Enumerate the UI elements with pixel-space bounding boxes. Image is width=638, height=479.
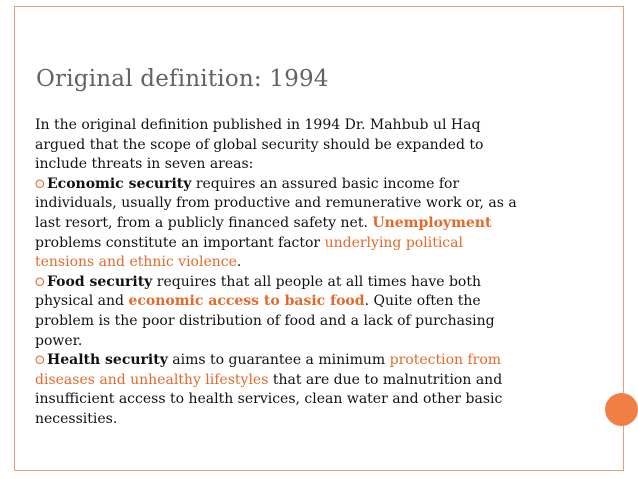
bullet-line xyxy=(35,234,595,254)
highlight-text: economic access to basic food xyxy=(128,293,365,310)
text-run: . Quite often the xyxy=(364,293,481,310)
bullet-line xyxy=(35,194,595,214)
bullet-icon: ⭘ xyxy=(35,274,45,289)
highlight-text: tensions and ethnic violence xyxy=(35,254,237,271)
highlight-text: Unemployment xyxy=(372,214,492,231)
slide-body xyxy=(35,116,595,430)
bullet-line xyxy=(35,253,595,273)
intro-line: include threats in seven areas: xyxy=(35,156,254,173)
slide-title: Original definition: 1994 xyxy=(36,66,329,92)
intro-line: argued that the scope of global security should be expanded to xyxy=(35,136,484,153)
text-run: insufficient access to health services, clean water and other basic xyxy=(35,391,503,408)
text-run: that are due to malnutrition and xyxy=(268,371,503,388)
text-run: last resort, from a publicly financed safety net. xyxy=(35,214,373,231)
highlight-text: protection from xyxy=(389,352,502,369)
bullet-heading: Health security xyxy=(47,352,168,369)
bullet-line xyxy=(35,175,595,195)
intro-line: In the original definition published in 1994 Dr. Mahbub ul Haq xyxy=(35,117,481,133)
decorative-circle xyxy=(605,393,638,426)
highlight-text: underlying political xyxy=(324,234,463,251)
bullet-heading: Economic security xyxy=(47,175,192,192)
bullet-list xyxy=(35,175,595,430)
bullet-line xyxy=(35,214,595,234)
text-run: physical and xyxy=(35,293,129,310)
text-run: requires that all people at all times have both xyxy=(152,273,481,290)
bullet-line xyxy=(35,410,595,430)
text-run: problem is the poor distribution of food and a lack of purchasing xyxy=(35,312,495,329)
text-run: . xyxy=(236,254,242,271)
bullet-line xyxy=(35,351,595,371)
text-run: necessities. xyxy=(35,410,118,427)
bullet-line xyxy=(35,292,595,312)
bullet-line xyxy=(35,390,595,410)
bullet-icon: ⭘ xyxy=(35,176,45,191)
bullet-icon: ⭘ xyxy=(35,353,45,368)
bullet-heading: Food security xyxy=(47,273,153,290)
text-run: aims to guarantee a minimum xyxy=(167,352,390,369)
bullet-line xyxy=(35,312,595,332)
text-run: problems constitute an important factor xyxy=(35,234,325,251)
bullet-line xyxy=(35,332,595,352)
highlight-text: diseases and unhealthy lifestyles xyxy=(35,371,269,388)
text-run: power. xyxy=(35,332,83,349)
bullet-line xyxy=(35,273,595,293)
text-run: requires an assured basic income for xyxy=(191,175,460,192)
text-run: individuals, usually from productive and remunerative work or, as a xyxy=(35,195,517,212)
bullet-line xyxy=(35,371,595,391)
